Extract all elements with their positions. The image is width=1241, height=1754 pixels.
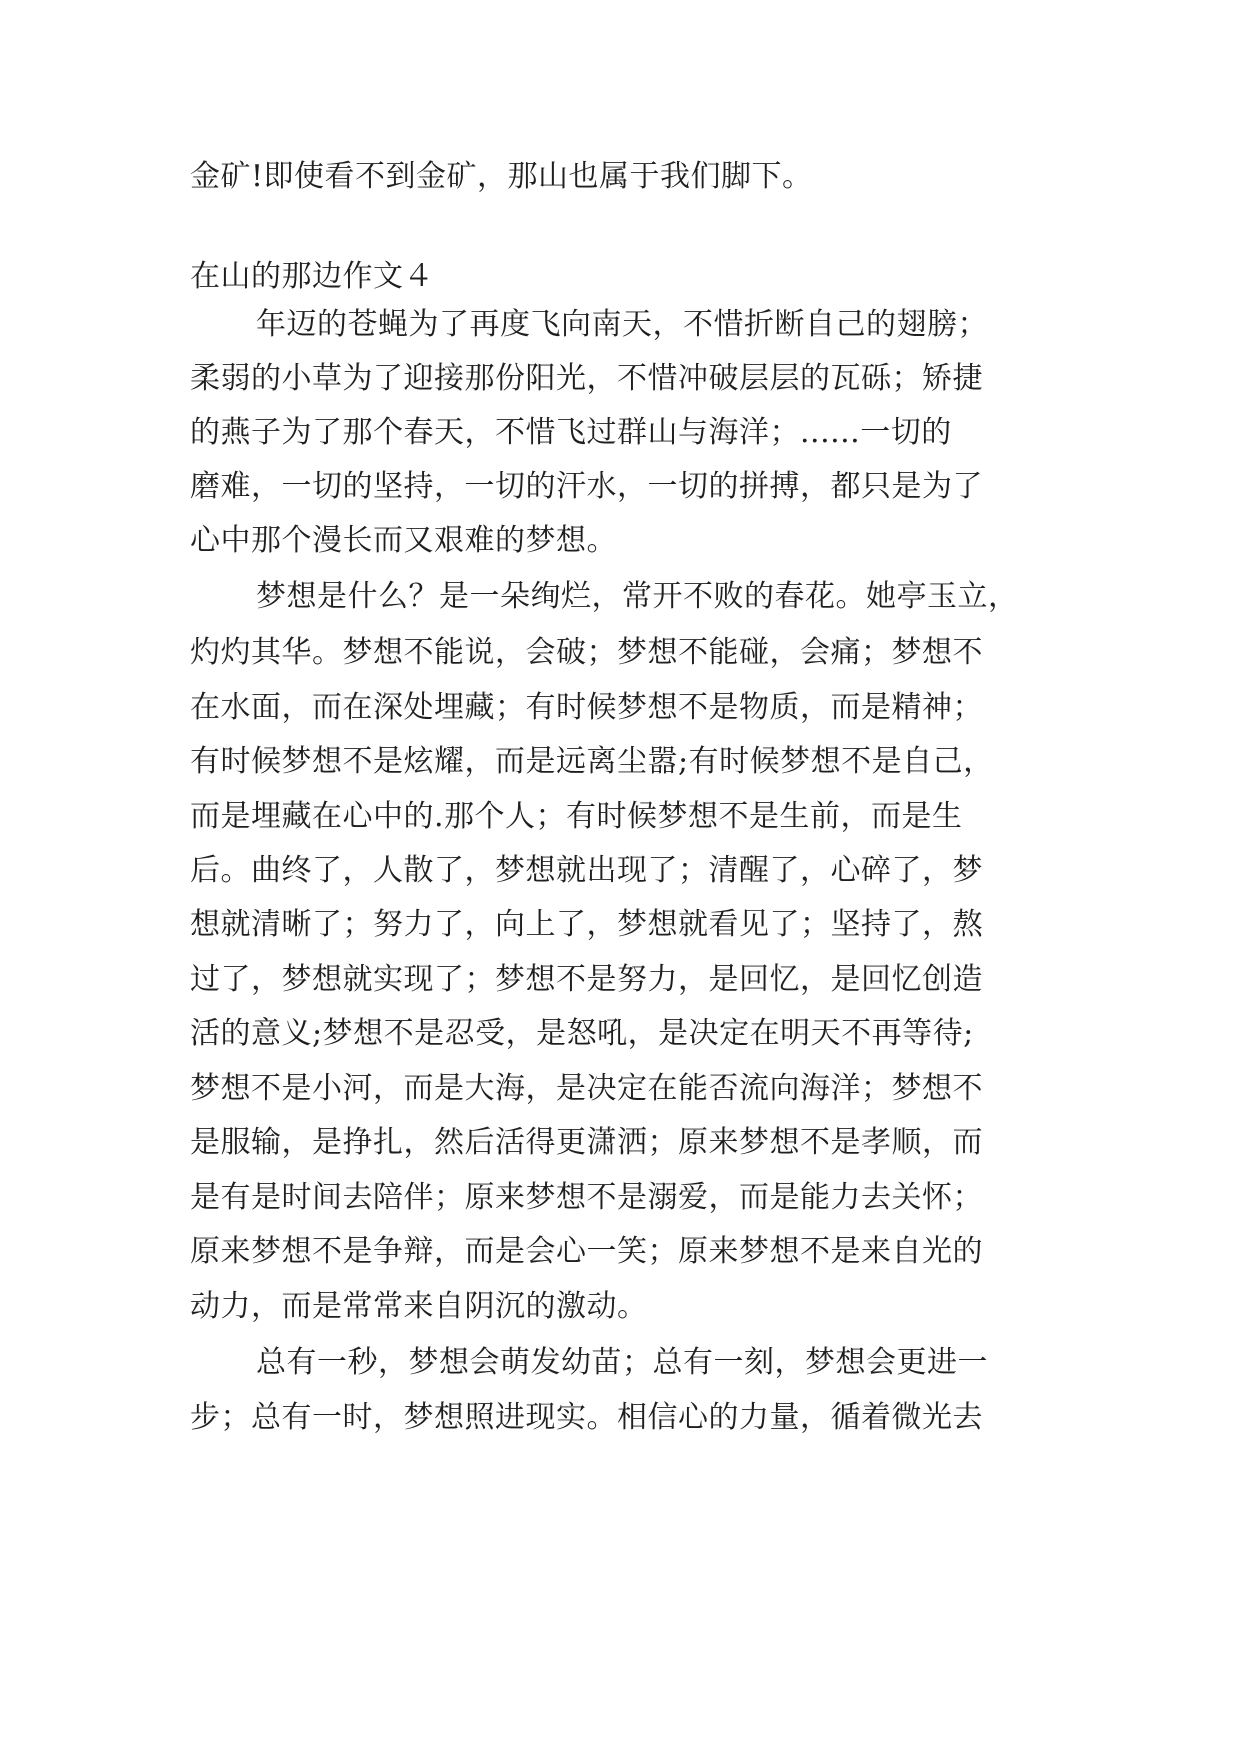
document-page	[190, 157, 1052, 1717]
paragraph-line: 后。曲终了，人散了，梦想就出现了；清醒了，心碎了，梦	[190, 853, 983, 888]
paragraph-line: 的燕子为了那个春天，不惜飞过群山与海洋；......一切的	[190, 415, 952, 450]
paragraph-line: 年迈的苍蝇为了再度飞向南天，不惜折断自己的翅膀；	[256, 307, 988, 342]
paragraph-line: 柔弱的小草为了迎接那份阳光，不惜冲破层层的瓦砾；矫捷	[190, 361, 983, 396]
paragraph-line: 灼灼其华。梦想不能说，会破；梦想不能碰，会痛；梦想不	[190, 635, 983, 670]
paragraph-line: 心中那个漫长而又艰难的梦想。	[190, 523, 617, 558]
paragraph-line: 动力，而是常常来自阴沉的激动。	[190, 1289, 648, 1324]
paragraph-line: 磨难，一切的坚持，一切的汗水，一切的拼搏，都只是为了	[190, 469, 983, 504]
paragraph-line: 过了，梦想就实现了；梦想不是努力，是回忆，是回忆创造	[190, 962, 983, 997]
intro-line: 金矿!即使看不到金矿，那山也属于我们脚下。	[190, 159, 813, 194]
paragraph-line: 活的意义;梦想不是忍受，是怒吼，是决定在明天不再等待;	[190, 1016, 974, 1051]
paragraph-line: 是服输，是挣扎，然后活得更潇洒；原来梦想不是孝顺，而	[190, 1125, 983, 1160]
paragraph-line: 是有是时间去陪伴；原来梦想不是溺爱，而是能力去关怀；	[190, 1180, 983, 1215]
paragraph-line: 原来梦想不是争辩，而是会心一笑；原来梦想不是来自光的	[190, 1234, 983, 1269]
section-title: 在山的那边作文４	[190, 259, 434, 294]
paragraph-line: 在水面，而在深处埋藏；有时候梦想不是物质，而是精神；	[190, 690, 983, 725]
paragraph-line: 总有一秒，梦想会萌发幼苗；总有一刻，梦想会更进一	[256, 1345, 988, 1380]
paragraph-line: 想就清晰了；努力了，向上了，梦想就看见了；坚持了，熬	[190, 907, 983, 942]
paragraph-line: 而是埋藏在心中的.那个人；有时候梦想不是生前，而是生	[190, 799, 963, 834]
paragraph-line: 梦想是什么？是一朵绚烂，常开不败的春花。她亭玉立，	[256, 579, 1019, 614]
paragraph-line: 梦想不是小河，而是大海，是决定在能否流向海洋；梦想不	[190, 1071, 983, 1106]
paragraph-line: 步；总有一时，梦想照进现实。相信心的力量，循着微光去	[190, 1400, 983, 1435]
paragraph-line: 有时候梦想不是炫耀，而是远离尘嚣;有时候梦想不是自己，	[190, 744, 994, 779]
